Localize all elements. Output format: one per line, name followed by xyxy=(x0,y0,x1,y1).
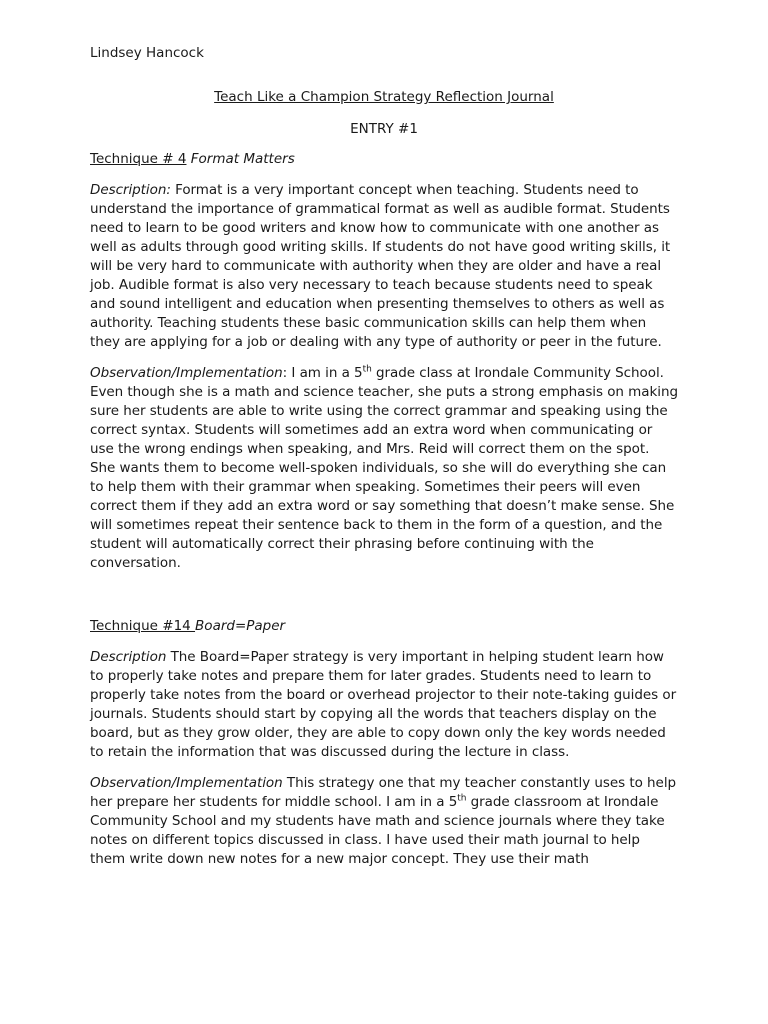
author-name: Lindsey Hancock xyxy=(90,45,204,61)
technique-1-description xyxy=(90,181,678,352)
ordinal-superscript: th xyxy=(362,364,372,375)
technique-2-observation xyxy=(90,774,678,869)
observation-text-pre: This strategy one that my teacher constantly uses to help her prepare her students for middle school. I am in a 5 xyxy=(90,775,677,810)
technique-number: Technique # 4 xyxy=(90,151,187,167)
document-title: Teach Like a Champion Strategy Reflection Journal xyxy=(214,89,554,105)
technique-1-observation xyxy=(90,364,678,573)
technique-name: Board=Paper xyxy=(195,618,286,634)
technique-2-description xyxy=(90,648,678,762)
description-label: Description xyxy=(90,649,167,665)
ordinal-superscript: th xyxy=(457,793,467,804)
technique-heading-1 xyxy=(90,150,678,169)
technique-heading-2 xyxy=(90,617,678,636)
observation-text-post: grade class at Irondale Community School. Even though she is a math and science teacher, she puts a strong emphasis on making sure her students are able to write using the correct grammar and speaking using the correct syntax. Students will sometimes add an extra word when communicating or use the wrong endings when speaking, and Mrs. Reid will correct them on the spot. She wants them to become well-spoken individuals, so she will do everything she can to help them with their grammar when speaking. Sometimes their peers will even correct them if they add an extra word or say something that doesn’t make sense. She will sometimes repeat their sentence back to them in the form of a question, and the student will automatically correct their phrasing before continuing with the conversation. xyxy=(90,365,678,571)
observation-text-post: grade classroom at Irondale Community School and my students have math and science journals where they take notes on different topics discussed in class. I have used their math journal to help them write down new notes for a new major concept. They use their math xyxy=(90,794,665,867)
description-text: The Board=Paper strategy is very important in helping student learn how to properly take notes and prepare them for later grades. Students need to learn to properly take notes from the board or overhead projector to their note-taking guides or journals. Students should start by copying all the words that teachers display on the board, but as they grow older, they are able to copy down only the key words needed to retain the information that was discussed during the lecture in class. xyxy=(90,649,677,760)
technique-number: Technique #14 xyxy=(90,618,196,634)
description-label: Description: xyxy=(90,182,171,198)
entry-heading: ENTRY #1 xyxy=(350,121,418,137)
section-spacer xyxy=(90,585,678,617)
observation-label: Observation/Implementation xyxy=(90,775,283,791)
observation-label: Observation/Implementation xyxy=(90,365,283,381)
observation-text-pre: : I am in a 5 xyxy=(282,365,363,381)
technique-name: Format Matters xyxy=(190,151,295,167)
description-text: Format is a very important concept when teaching. Students need to understand the importance of grammatical format as well as audible format. Students need to learn to be good writers and know how to communicate with one another as well as adults through good writing skills. If students do not have good writing skills, it will be very hard to communicate with authority when they are older and have a real job. Audible format is also very necessary to teach because students need to speak and sound intelligent and education when presenting themselves to others as well as authority. Teaching students these basic communication skills can help them when they are applying for a job or dealing with any type of authority or peer in the future. xyxy=(90,182,671,350)
